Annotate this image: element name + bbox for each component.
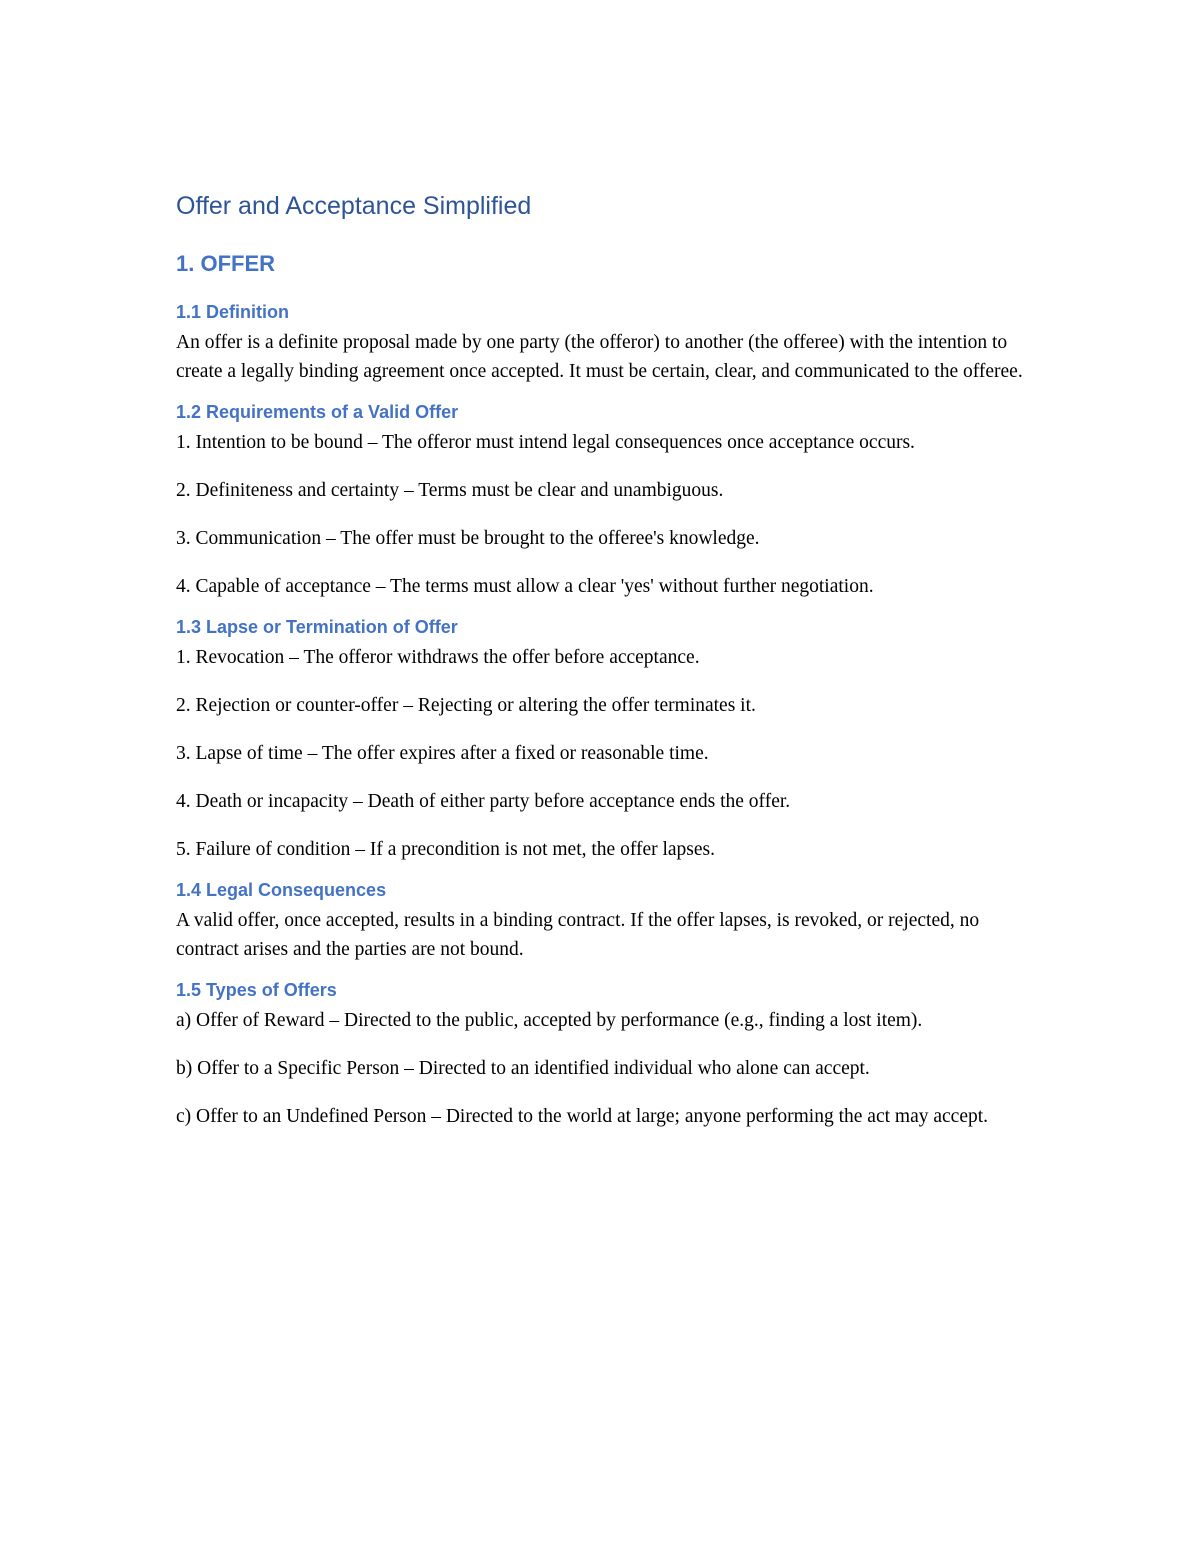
- types-heading: 1.5 Types of Offers: [176, 980, 337, 1000]
- section-consequences: [176, 878, 1026, 964]
- document-title: Offer and Acceptance Simplified: [176, 192, 532, 220]
- list-item: 1. Intention to be bound – The offeror must intend legal consequences once acceptance occurs.: [176, 432, 915, 453]
- list-item: c) Offer to an Undefined Person – Directed to the world at large; anyone performing the act may accept.: [176, 1106, 989, 1127]
- document-page: [176, 190, 1026, 1150]
- list-item: b) Offer to a Specific Person – Directed to an identified individual who alone can accept.: [176, 1058, 870, 1079]
- list-item: 2. Rejection or counter-offer – Rejecting or altering the offer terminates it.: [176, 695, 756, 716]
- section-definition: [176, 300, 1026, 386]
- definition-text: An offer is a definite proposal made by one party (the offeror) to another (the offeree) with the intention to create a legally binding agreement once accepted. It must be certain, clear, and communicated to the offeree.: [176, 332, 1023, 382]
- section-lapse: [176, 615, 1026, 864]
- section-heading-offer: 1. OFFER: [176, 251, 276, 276]
- list-item: a) Offer of Reward – Directed to the public, accepted by performance (e.g., finding a lost item).: [176, 1010, 923, 1031]
- list-item: 2. Definiteness and certainty – Terms must be clear and unambiguous.: [176, 480, 724, 501]
- list-item: 5. Failure of condition – If a precondition is not met, the offer lapses.: [176, 839, 716, 860]
- lapse-heading: 1.3 Lapse or Termination of Offer: [176, 617, 458, 637]
- list-item: 3. Communication – The offer must be brought to the offeree's knowledge.: [176, 528, 760, 549]
- consequences-heading: 1.4 Legal Consequences: [176, 880, 387, 900]
- list-item: 3. Lapse of time – The offer expires after a fixed or reasonable time.: [176, 743, 709, 764]
- definition-heading: 1.1 Definition: [176, 302, 290, 322]
- consequences-text: A valid offer, once accepted, results in a binding contract. If the offer lapses, is revoked, or rejected, no contract arises and the parties are not bound.: [176, 910, 980, 960]
- list-item: 4. Capable of acceptance – The terms must allow a clear 'yes' without further negotiation.: [176, 576, 874, 597]
- section-types: [176, 978, 1026, 1131]
- list-item: 1. Revocation – The offeror withdraws the offer before acceptance.: [176, 647, 700, 668]
- section-requirements: [176, 400, 1026, 601]
- requirements-heading: 1.2 Requirements of a Valid Offer: [176, 402, 459, 422]
- list-item: 4. Death or incapacity – Death of either party before acceptance ends the offer.: [176, 791, 791, 812]
